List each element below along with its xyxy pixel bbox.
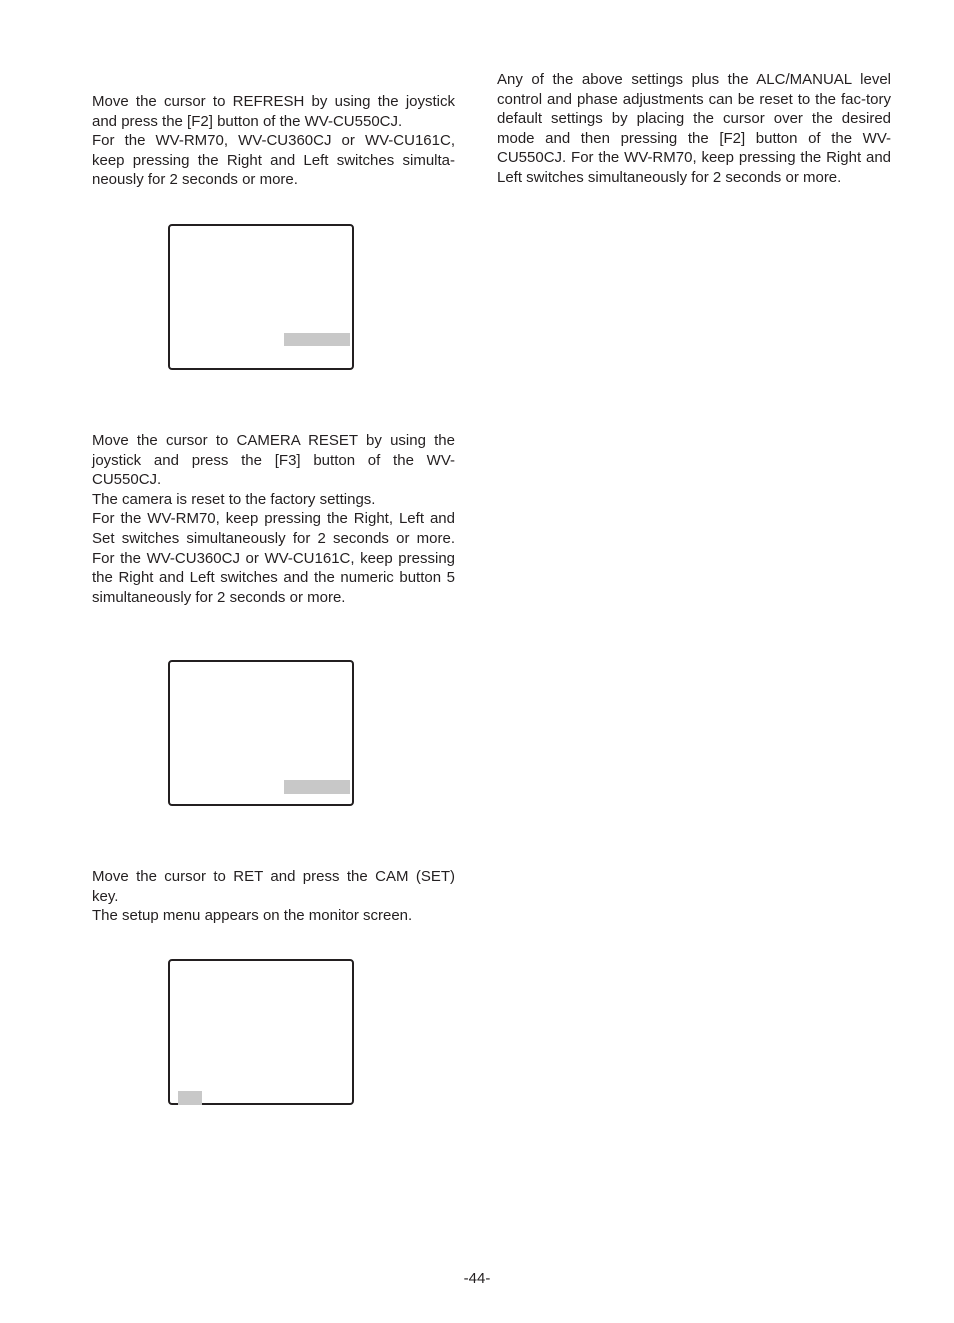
- refresh-instructions: [92, 92, 455, 190]
- camera-reset-result-text: The camera is reset to the factory settings.: [92, 490, 376, 508]
- ret-instructions: [92, 867, 455, 926]
- ret-result-text: The setup menu appears on the monitor screen.: [92, 907, 413, 925]
- camera-reset-cursor-highlight: [284, 780, 350, 794]
- reset-note: [497, 70, 891, 188]
- refresh-cursor-highlight: [284, 333, 350, 346]
- monitor-screen-camera-reset: [168, 660, 354, 806]
- refresh-alt-text: For the WV-RM70, WV-CU360CJ or WV-CU161C, keep pressing the Right and Left switches simulta-neously for 2 seconds or more.: [92, 132, 455, 189]
- monitor-screen-refresh: [168, 224, 354, 370]
- reset-note-text: Any of the above settings plus the ALC/MANUAL level control and phase adjustments can be reset to the fac-tory default settings by placing the cursor over the desired mode and then pressing the [F2] button of the WV-CU550CJ. For the WV-RM70, keep pressing the Right and Left switches simultaneously for 2 seconds or more.: [497, 71, 891, 186]
- camera-reset-step-text: Move the cursor to CAMERA RESET by using the joystick and press the [F3] button of the WV-CU550CJ.: [92, 432, 455, 489]
- page-number: -44-: [463, 1270, 491, 1287]
- camera-reset-alt-text: For the WV-RM70, keep pressing the Right, Left and Set switches simultaneously for 2 seconds or more. For the WV-CU360CJ or WV-CU161C, keep pressing the Right and Left switches and the numeric button 5 simultaneously for 2 seconds or more.: [92, 510, 455, 606]
- ret-step-text: Move the cursor to RET and press the CAM (SET) key.: [92, 868, 455, 905]
- ret-cursor-highlight: [178, 1091, 202, 1105]
- refresh-step-text: Move the cursor to REFRESH by using the joystick and press the [F2] button of the WV-CU550CJ.: [92, 93, 455, 130]
- camera-reset-instructions: [92, 431, 455, 607]
- monitor-screen-ret: [168, 959, 354, 1105]
